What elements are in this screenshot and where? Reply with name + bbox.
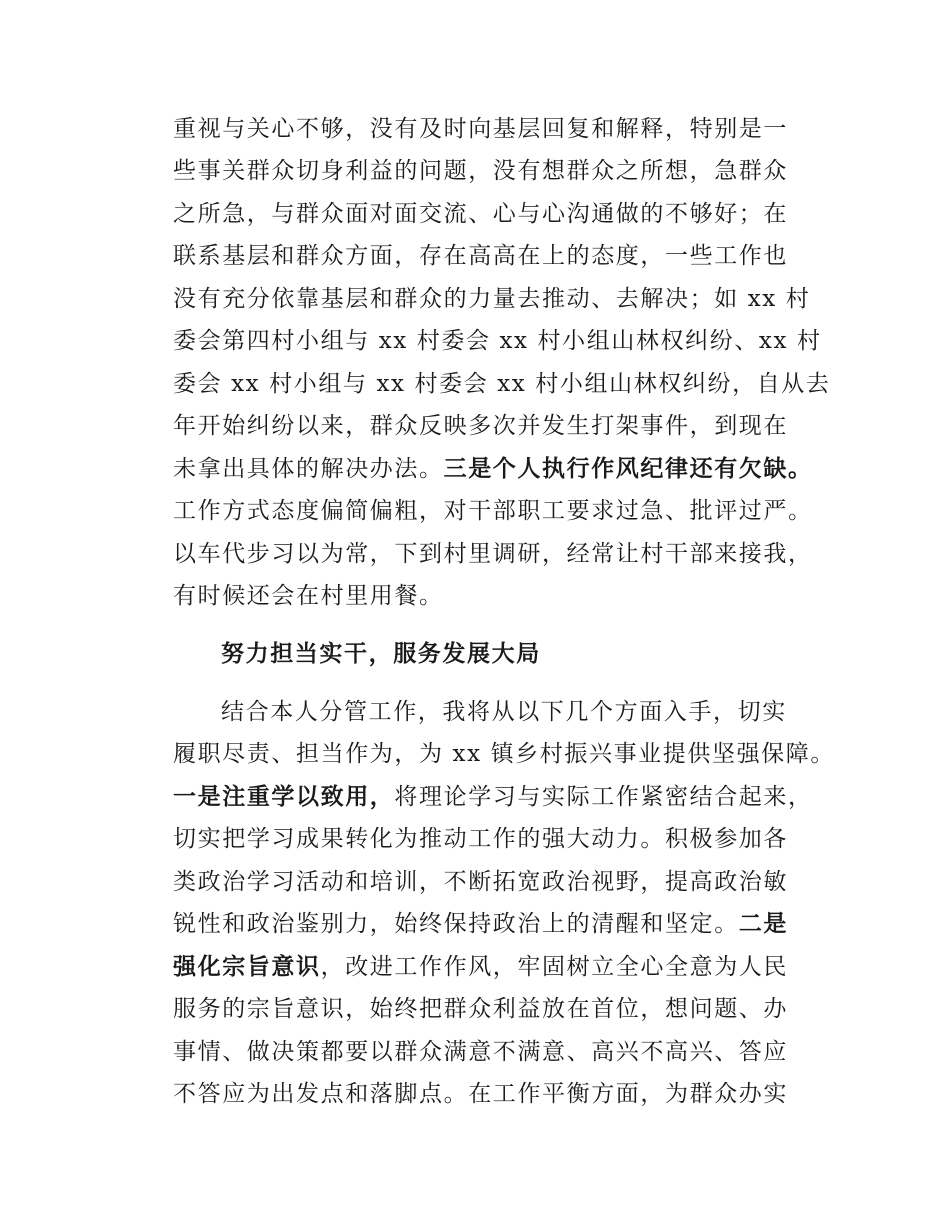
text-line xyxy=(173,952,788,982)
text-line: 履职尽责、担当作为，为 xx 镇乡村振兴事业提供坚强保障。 xyxy=(173,741,835,767)
text-line: 类政治学习活动和培训，不断拓宽政治视野，提高政治敏 xyxy=(173,869,788,895)
text-emphasis: 二是 xyxy=(738,911,789,937)
text-normal: 锐性和政治鉴别力，始终保持政治上的清醒和坚定。 xyxy=(173,911,739,937)
text-normal: ，改进工作作风，牢固树立全心全意为人民 xyxy=(320,954,789,980)
text-line: 不答应为出发点和落脚点。在工作平衡方面，为群众办实 xyxy=(173,1081,788,1107)
text-line xyxy=(173,454,813,484)
text-line xyxy=(173,909,788,939)
text-line: 工作方式态度偏简偏粗，对干部职工要求过急、批评过严。 xyxy=(173,498,813,524)
text-normal: 将理论学习与实际工作紧密结合起来， xyxy=(394,784,813,810)
text-line: 重视与关心不够，没有及时向基层回复和解释，特别是一 xyxy=(173,116,788,142)
text-emphasis: 一是注重学以致用， xyxy=(173,784,395,810)
text-line xyxy=(173,782,813,812)
text-line: 委会 xx 村小组与 xx 村委会 xx 村小组山林权纠纷，自从去 xyxy=(173,371,831,397)
text-line: 没有充分依靠基层和群众的力量去推动、去解决；如 xx 村 xyxy=(173,286,811,312)
text-line: 事情、做决策都要以群众满意不满意、高兴不高兴、答应 xyxy=(173,1039,788,1065)
text-line: 之所急，与群众面对面交流、心与心沟通做的不够好；在 xyxy=(173,201,788,227)
text-line: 联系基层和群众方面，存在高高在上的态度，一些工作也 xyxy=(173,243,788,269)
text-line: 以车代步习以为常，下到村里调研，经常让村干部来接我， xyxy=(173,541,813,567)
text-emphasis: 强化宗旨意识 xyxy=(173,954,321,980)
text-line: 有时候还会在村里用餐。 xyxy=(173,583,444,609)
text-line: 结合本人分管工作，我将从以下几个方面入手，切实 xyxy=(221,699,787,725)
section-heading: 努力担当实干，服务发展大局 xyxy=(221,641,541,667)
text-line: 年开始纠纷以来，群众反映多次并发生打架事件，到现在 xyxy=(173,413,788,439)
text-line: 服务的宗旨意识，始终把群众利益放在首位，想问题、办 xyxy=(173,996,788,1022)
text-line: 委会第四村小组与 xx 村委会 xx 村小组山林权纠纷、xx 村 xyxy=(173,328,822,354)
text-emphasis: 三是个人执行作风纪律还有欠缺。 xyxy=(443,456,813,482)
text-line: 切实把学习成果转化为推动工作的强大动力。积极参加各 xyxy=(173,826,788,852)
text-normal: 未拿出具体的解决办法。 xyxy=(173,456,444,482)
text-line: 些事关群众切身利益的问题，没有想群众之所想，急群众 xyxy=(173,158,788,184)
